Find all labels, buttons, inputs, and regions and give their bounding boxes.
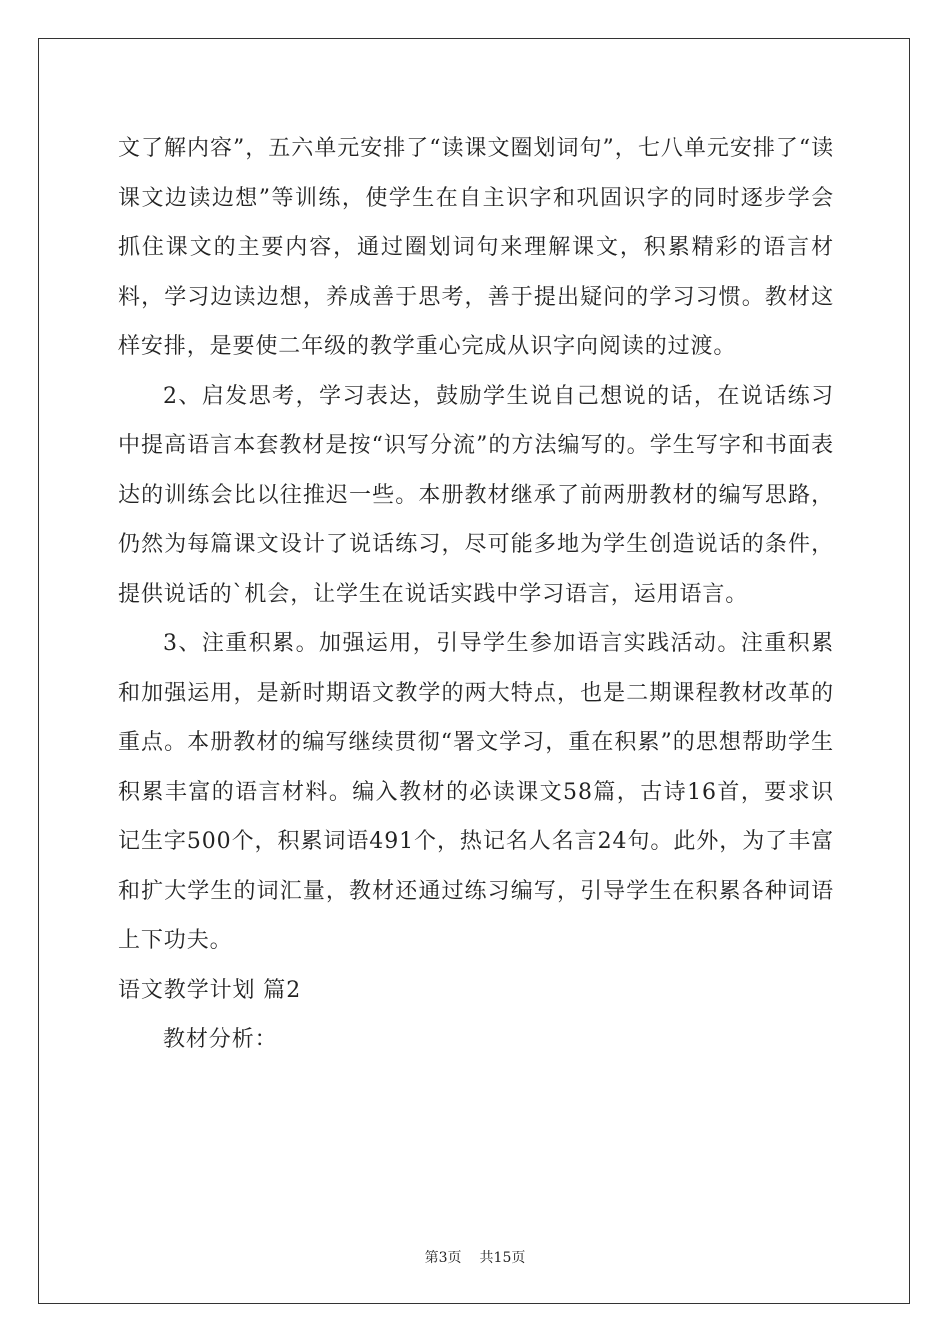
- page-total: 共15页: [479, 1250, 526, 1266]
- document-body: [118, 124, 834, 1065]
- section-heading: 语文教学计划 篇2: [118, 977, 302, 1003]
- subheading: 教材分析：: [163, 1027, 278, 1052]
- paragraph-point-2: 2、启发思考，学习表达，鼓励学生说自己想说的话，在说话练习中提高语言本套教材是按“识写分流”的方法编写的。学生写字和书面表达的训练会比以往推迟一些。本册教材继承了前两册教材的编写思路，仍然为每篇课文设计了说话练习，尽可能多地为学生创造说话的条件，提供说话的`机会，让学生在说话实践中学习语言，运用语言。: [118, 383, 834, 607]
- page-footer: [0, 1247, 950, 1267]
- page-number: 第3页: [424, 1250, 462, 1266]
- paragraph-point-3: 3、注重积累。加强运用，引导学生参加语言实践活动。注重积累和加强运用，是新时期语文教学的两大特点，也是二期课程教材改革的重点。本册教材的编写继续贯彻“署文学习，重在积累”的思想帮助学生积累丰富的语言材料。编入教材的必读课文58篇，古诗16首，要求识记生字500个，积累词语491个，热记名人名言24句。此外，为了丰富和扩大学生的词汇量，教材还通过练习编写，引导学生在积累各种词语上下功夫。: [118, 631, 834, 953]
- paragraph-continuation: 文了解内容”，五六单元安排了“读课文圈划词句”，七八单元安排了“读课文边读边想”等训练，使学生在自主识字和巩固识字的同时逐步学会抓住课文的主要内容，通过圈划词句来理解课文，积累精彩的语言材料，学习边读边想，养成善于思考，善于提出疑问的学习习惯。教材这样安排，是要使二年级的教学重心完成从识字向阅读的过渡。: [118, 136, 834, 359]
